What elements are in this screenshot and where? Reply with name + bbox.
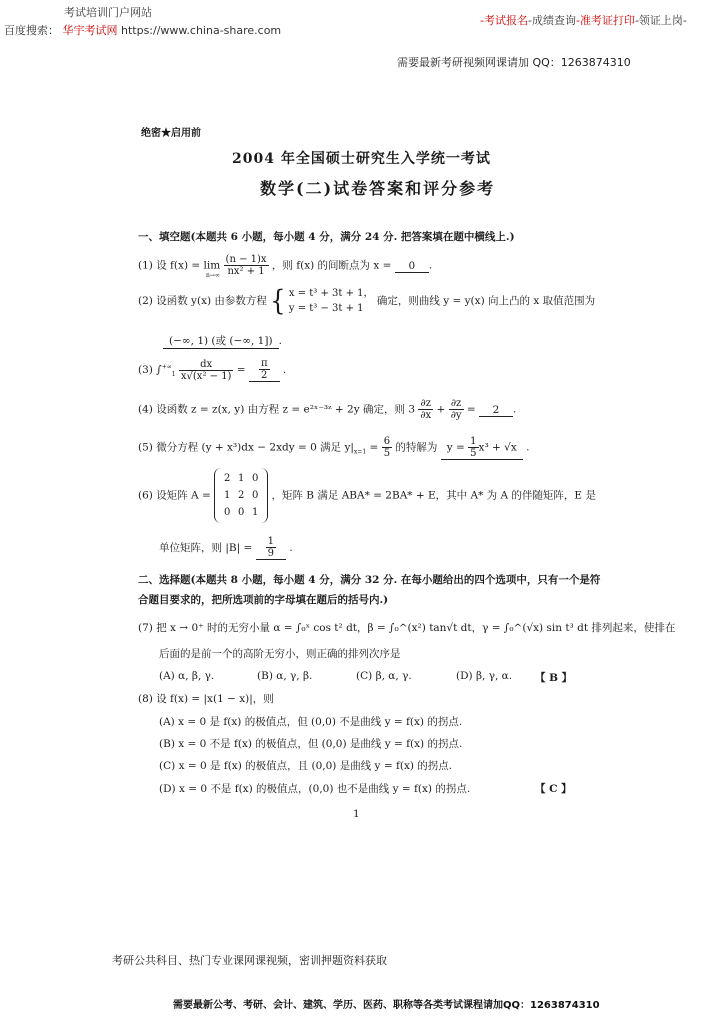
question-2-answer-line: (−∞, 1) (或 (−∞, 1]) . [163,333,282,349]
link-exam-registration[interactable]: -考试报名 [480,14,528,27]
footer-qq: 需要最新公考、考研、会计、建筑、学历、医药、职称等各类考试课程请加QQ：1263874310 [173,1000,600,1011]
answer-2: (−∞, 1) (或 (−∞, 1]) [163,333,279,349]
answer-5: y = $\frac{1}{5}$ x³ + √x [441,436,523,460]
answer-6: 1 [267,536,274,547]
site-url[interactable]: https://www.china-share.com [121,24,282,37]
confidential-mark: 绝密★启用前 [141,128,201,139]
limit-subscript: n→∞ [206,272,220,279]
question-8: (8) 设 f(x) = |x(1 − x)|，则 [138,693,274,705]
page-number: 1 [353,808,360,820]
header-links [480,12,687,28]
q7-option-a: (A) α, β, γ. [159,670,215,682]
answer-title: 数学(二)试卷答案和评分参考 [260,179,496,198]
q7-option-d: (D) β, γ, α. [456,670,513,682]
q8-option-c: (C) x = 0 是 f(x) 的极值点，且 (0,0) 是曲线 y = f(x) 的拐点. [159,760,453,772]
question-7: (7) 把 x → 0⁺ 时的无穷小量 α = ∫₀ˣ cos t² dt，β = ∫₀^(x²) tan√t dt，γ = ∫₀^(√x) sin t³ dt 排列起来，使排在 [138,622,676,634]
q7-option-b: (B) α, γ, β. [257,670,313,682]
answer-4: 2 [479,404,513,417]
question-3: (3) $\int^{+\infty}_1$ $\frac{dx}{\text{x√(x² − 1)}}$ = $\frac{\pi}{2}$ . [138,358,287,382]
qq-note: 需要最新考研视频网课请加 QQ：1263874310 [397,56,631,69]
question-6-line2: 单位矩阵，则 |B| = $\frac{1}{9}$ . [159,536,293,559]
question-6: (6) 设矩阵 A = 2 1 0 1 2 0 0 0 1 ，矩阵 B 满足 ABA* = 2BA* + E，其中 A* 为 A 的伴随矩阵，E 是 [138,468,596,523]
exam-title: 2004 年全国硕士研究生入学统一考试 [232,151,491,167]
site-tagline: 考试培训门户网站 [64,6,152,19]
q7-option-c: (C) β, α, γ. [356,670,412,682]
question-1: (1) 设 f(x) = lim $\frac{(n - 1)x}{\text{nx² + 1}}$ ，则 f(x) 的间断点为 x = 0 . [138,254,433,277]
baidu-search-line [4,22,281,38]
question-4: (4) 设函数 z = z(x, y) 由方程 z = e²ˣ⁻³ᶻ + 2y 确定，则 3 $\frac{\partial z}{\partial x}$ + $\frac{\partial z}{\partial y}$ = 2 . [138,398,517,421]
footer-note: 考研公共科目、热门专业课网课视频，密训押题资料获取 [112,954,387,967]
link-score-query[interactable]: -成绩查询 [527,14,576,27]
question-2: (2) 设函数 y(x) 由参数方程 { x = t³ + 3t + 1， y = t³ − 3t + 1 确定，则曲线 y = y(x) 向上凸的 x 取值范围为 [138,284,596,318]
link-admission-ticket[interactable]: -准考证打印 [575,14,635,27]
section-fill-blank: 一、填空题(本题共 6 小题，每小题 4 分，满分 24 分. 把答案填在题中横线上.) [138,231,515,243]
section-choice-2: 合题目要求的，把所选项前的字母填在题后的括号内.) [138,594,389,606]
question-5: (5) 微分方程 (y + x³)dx − 2xdy = 0 满足 $y|_{x=1}$ = $\frac{6}{5}$ 的特解为 y = $\frac{1}{5}$ x³ + √x . [138,436,530,459]
matrix-a: 2 1 0 1 2 0 0 0 1 [214,468,268,523]
q8-option-d: (D) x = 0 不是 f(x) 的极值点，(0,0) 也不是曲线 y = f(x) 的拐点. [159,783,471,795]
question-7-line2: 后面的是前一个的高阶无穷小，则正确的排列次序是 [159,648,401,660]
link-certificate[interactable]: -领证上岗- [634,14,687,27]
q8-answer: 【 C 】 [535,783,572,795]
baidu-label: 百度搜索： [4,24,59,37]
section-choice-1: 二、选择题(本题共 8 小题，每小题 4 分，满分 32 分. 在每小题给出的四个选项中，只有一个是符 [138,574,601,586]
q7-answer: 【 B 】 [535,672,573,684]
brand-name[interactable]: 华宇考试网 [62,24,118,37]
q8-option-a: (A) x = 0 是 f(x) 的极值点，但 (0,0) 不是曲线 y = f(x) 的拐点. [159,716,463,728]
answer-3: π [260,358,268,369]
answer-1: 0 [395,260,429,273]
q8-option-b: (B) x = 0 不是 f(x) 的极值点，但 (0,0) 是曲线 y = f(x) 的拐点. [159,738,463,750]
